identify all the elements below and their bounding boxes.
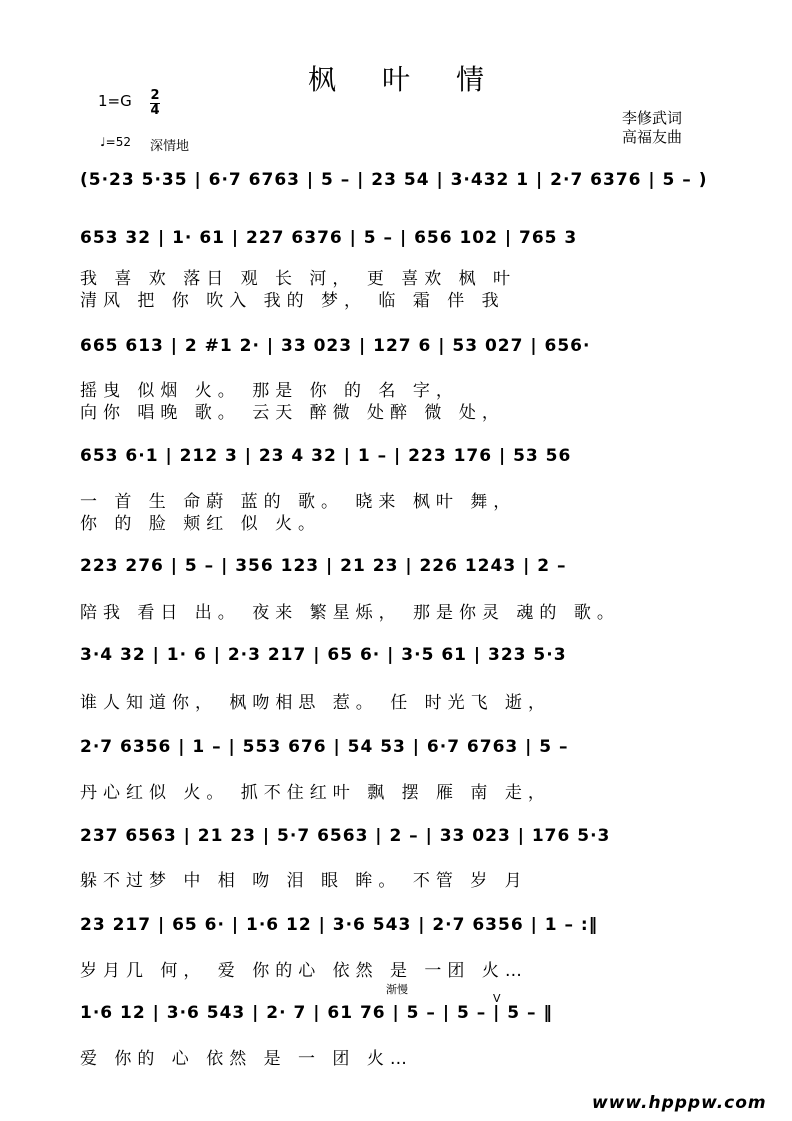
notation-line-6: 3·4 32 | 1· 6 | 2·3 217 | 65 6· | 3·5 61 | 323 5·3	[80, 645, 567, 665]
lyric-line-9: 岁月几 何， 爱 你的心 依然 是 一团 火…	[80, 961, 528, 981]
notation-line-4: 653 6·1 | 212 3 | 23 4 32 | 1 – | 223 176 | 53 56	[80, 446, 572, 466]
time-signature	[150, 90, 160, 117]
watermark: www.hpppw.com	[592, 1093, 767, 1113]
notation-line-2: 653 32 | 1· 61 | 227 6376 | 5 – | 656 102 | 765 3	[80, 228, 578, 248]
lyric-line-6: 谁人知道你， 枫吻相思 惹。 任 时光飞 逝，	[80, 693, 552, 713]
notation-line-1: (5·23 5·35 | 6·7 6763 | 5 – | 23 54 | 3·432 1 | 2·7 6376 | 5 – )	[80, 170, 708, 190]
mood-marking: 深情地	[150, 139, 190, 154]
tempo-marking: ♩=52	[100, 135, 131, 149]
breath-mark: V	[493, 992, 501, 1005]
lyric-line-3b: 向你 唱晚 歌。 云天 醉微 处醉 微 处，	[80, 403, 505, 423]
lyric-line-10: 爱 你的 心 依然 是 一 团 火…	[80, 1049, 413, 1069]
time-signature-bottom: 4	[150, 103, 160, 118]
lyric-line-4a: 一 首 生 命蔚 蓝的 歌。 晓来 枫叶 舞，	[80, 492, 517, 512]
notation-line-5: 223 276 | 5 – | 356 123 | 21 23 | 226 1243 | 2 –	[80, 556, 567, 576]
notation-line-7: 2·7 6356 | 1 – | 553 676 | 54 53 | 6·7 6763 | 5 –	[80, 737, 569, 757]
rit-marking: 渐慢	[386, 983, 408, 996]
key-signature: 1=G	[98, 92, 132, 110]
lyric-line-2a: 我 喜 欢 落日 观 长 河， 更 喜欢 枫 叶	[80, 269, 517, 289]
time-signature-top: 2	[150, 88, 160, 103]
notation-line-9: 23 217 | 65 6· | 1·6 12 | 3·6 543 | 2·7 6356 | 1 – :‖	[80, 915, 599, 935]
lyricist-credit: 李修武词	[622, 109, 683, 127]
song-title: 枫叶情	[307, 63, 530, 96]
lyric-line-2b: 清风 把 你 吹入 我的 梦， 临 霜 伴 我	[80, 291, 505, 311]
lyric-line-5: 陪我 看日 出。 夜来 繁星烁， 那是你灵 魂的 歌。	[80, 603, 620, 623]
lyric-line-4b: 你 的 脸 颊红 似 火。	[80, 514, 322, 534]
lyric-line-8: 躲不过梦 中 相 吻 泪 眼 眸。 不管 岁 月	[80, 871, 528, 891]
notation-line-10: 1·6 12 | 3·6 543 | 2· 7 | 61 76 | 5 – | 5 – | 5 – ‖	[80, 1003, 553, 1023]
notation-line-3: 665 613 | 2 #1 2· | 33 023 | 127 6 | 53 027 | 656·	[80, 336, 591, 356]
lyric-line-7: 丹心红似 火。 抓不住红叶 飘 摆 雁 南 走，	[80, 783, 551, 803]
composer-credit: 高福友曲	[622, 128, 683, 146]
lyric-line-3a: 摇曳 似烟 火。 那是 你 的 名 字，	[80, 381, 459, 401]
notation-line-8: 237 6563 | 21 23 | 5·7 6563 | 2 – | 33 023 | 176 5·3	[80, 826, 611, 846]
